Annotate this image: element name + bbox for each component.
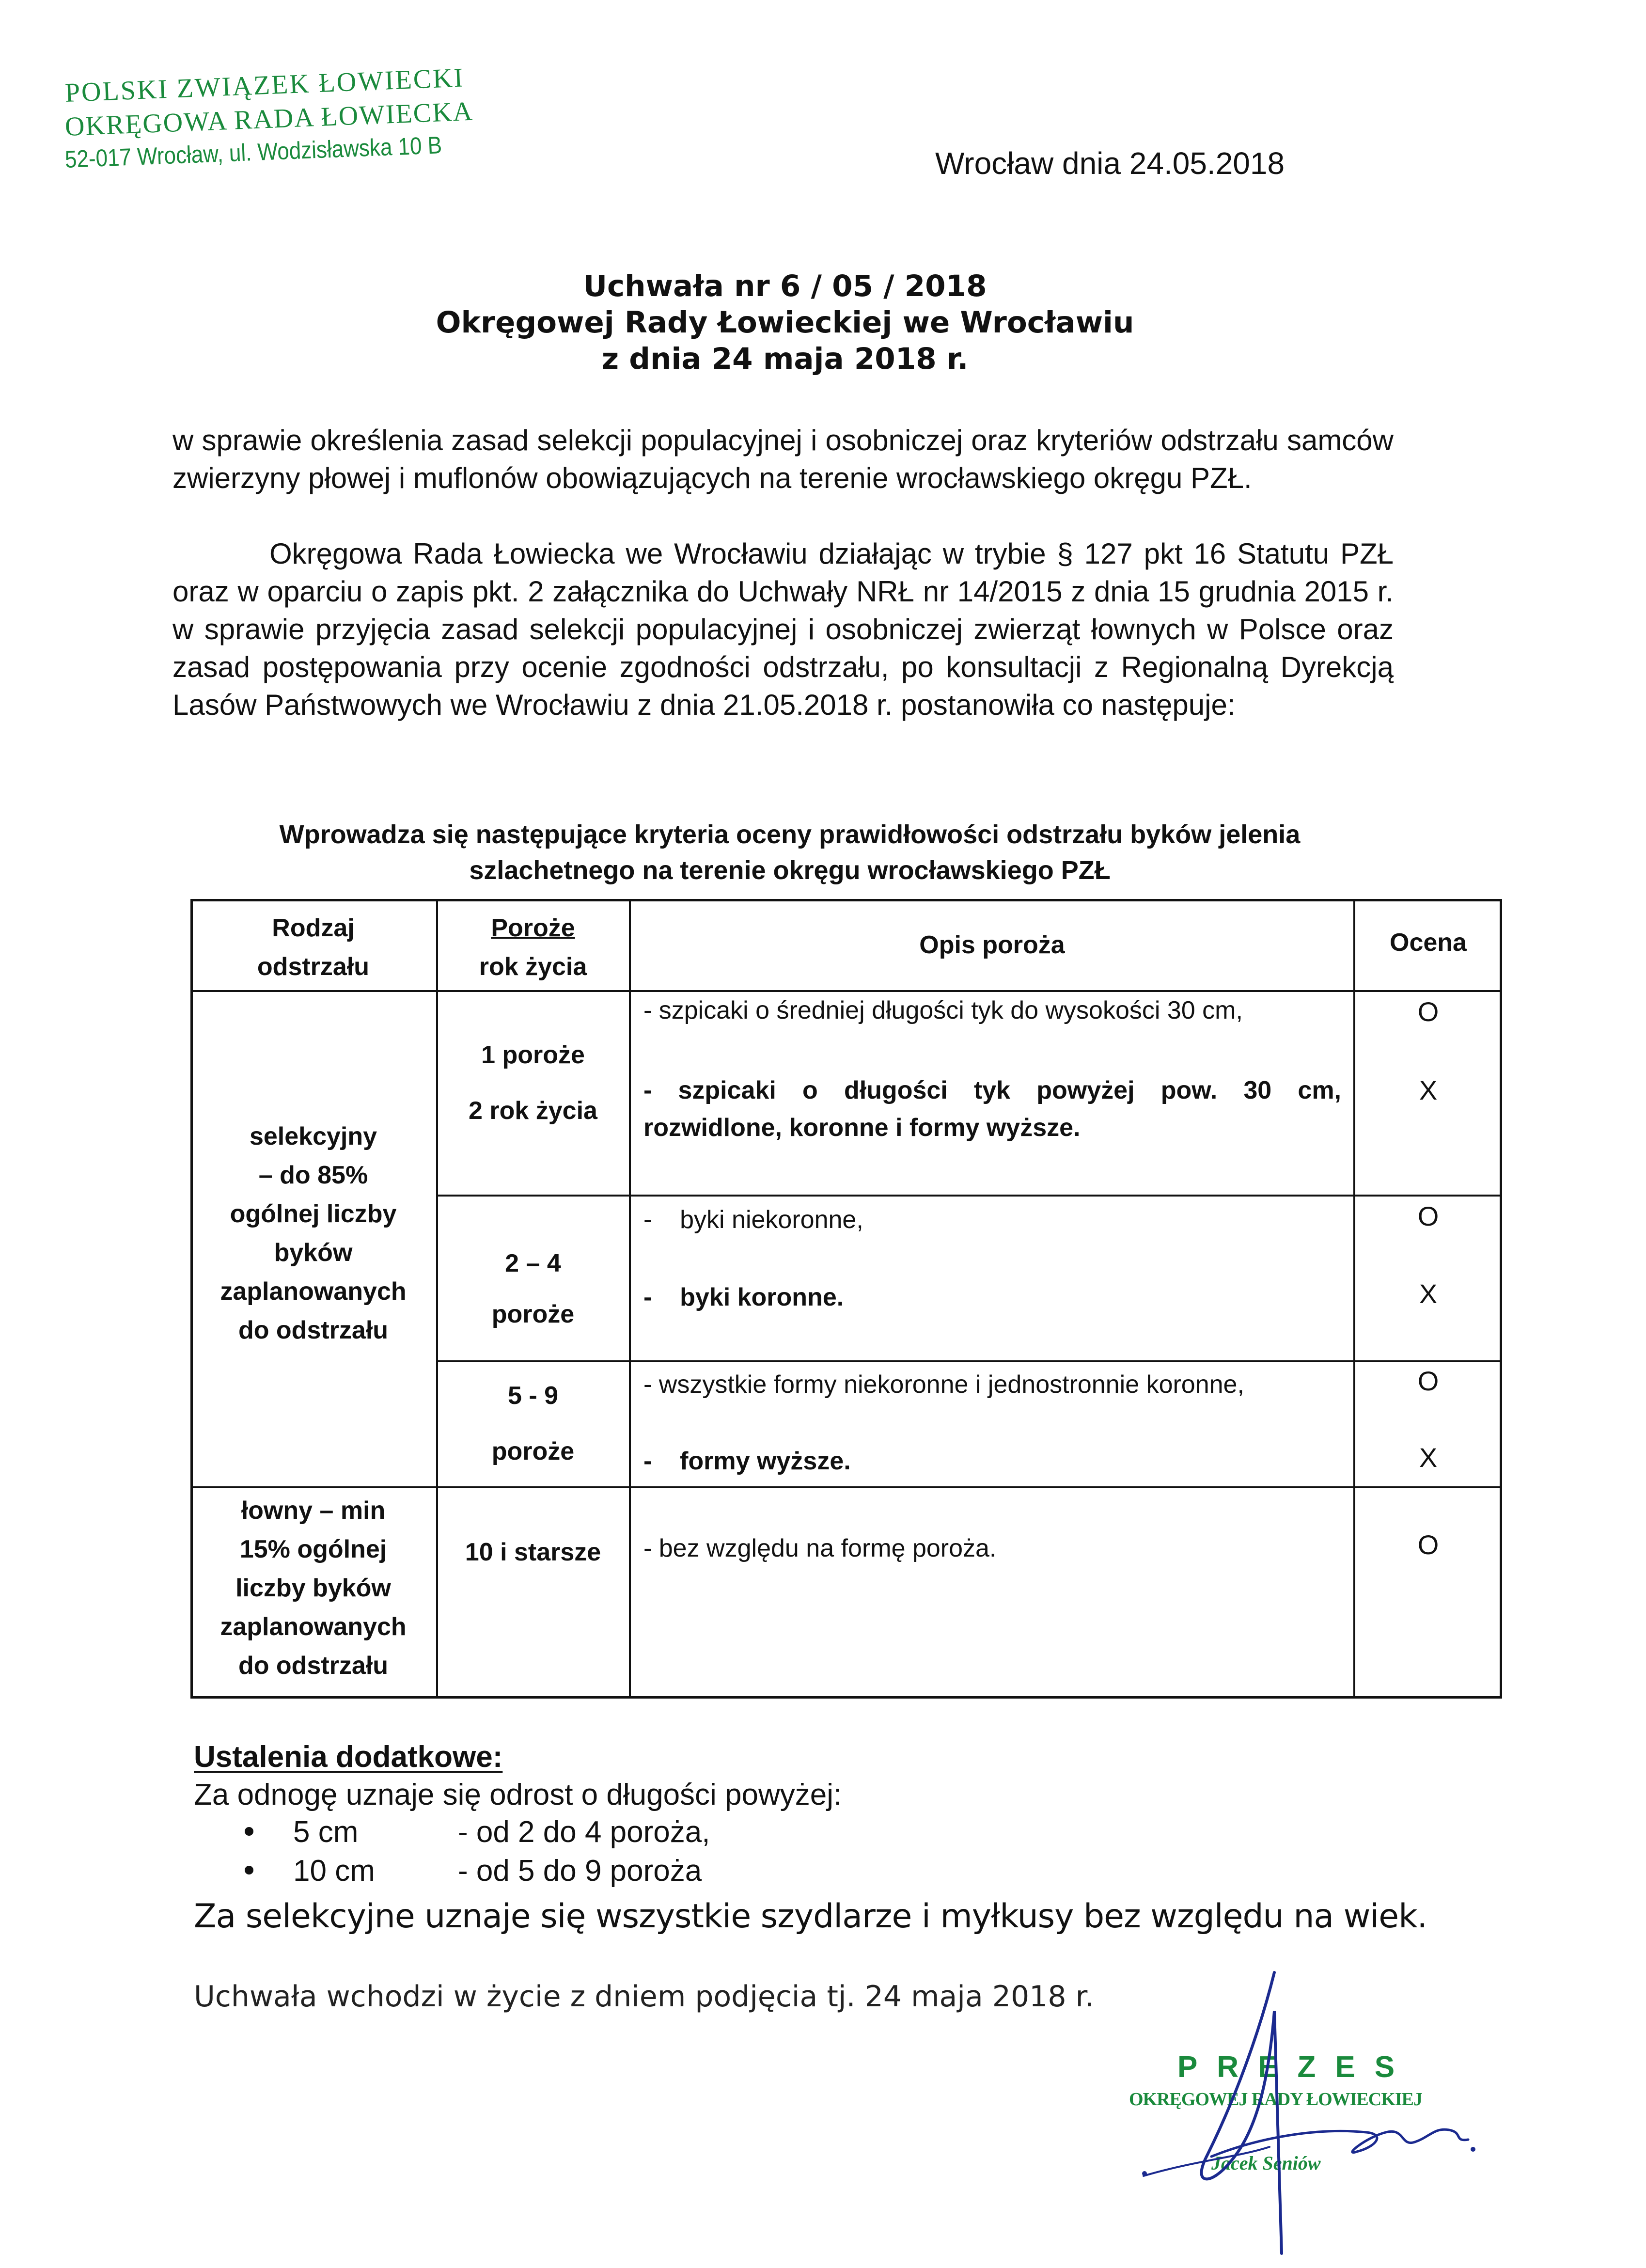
additional-heading: Ustalenia dodatkowe: [194, 1740, 503, 1774]
rating-wrong: X [1419, 1278, 1438, 1309]
header-poroze-line2: rok życia [479, 953, 587, 981]
president-stamp-name: Jacek Seniów [1211, 2152, 1321, 2174]
table-row-3-poroze [436, 1368, 630, 1480]
rating-ok: O [1417, 1529, 1439, 1560]
category-line: liczby byków [235, 1574, 391, 1602]
header-rodzaj-line2: odstrzału [257, 953, 370, 981]
table-heading-line2: szlachetnego na terenie okręgu wrocławskiego PZŁ [469, 856, 1111, 885]
bullet-range: - od 5 do 9 poroża [458, 1854, 702, 1888]
header-poroze-line1: Poroże [491, 914, 575, 942]
document-date: Wrocław dnia 24.05.2018 [935, 146, 1285, 181]
president-stamp-subtitle: OKRĘGOWEJ RADY ŁOWIECKIEJ [1129, 2089, 1422, 2110]
table-row-1-opis-a: - szpicaki o średniej długości tyk do wysokości 30 cm, [643, 996, 1243, 1024]
table-border-top [190, 899, 1502, 901]
category-line: do odstrzału [238, 1316, 389, 1344]
category-line: ogólnej liczby [230, 1200, 397, 1228]
rating-ok: O [1417, 1366, 1439, 1396]
rating-ok: O [1417, 996, 1439, 1027]
header-opis: Opis poroża [919, 931, 1065, 959]
category-line: selekcyjny [249, 1122, 377, 1150]
legal-basis-paragraph: Okręgowa Rada Łowiecka we Wrocławiu działając w trybie § 127 pkt 16 Statutu PZŁ oraz w oparciu o zapis pkt. 2 załącznika do Uchwały NRŁ nr 14/2015 z dnia 15 grudnia 2015 r. w sprawie przyjęcia zasad selekcji populacyjnej i osobniczej zwierząt łownych w Polsce oraz zasad postępowania przy ocenie zgodności odstrzału, po konsultacji z Regionalną Dyrekcją Lasów Państwowych we Wrocławiu z dnia 21.05.2018 r. postanowiła co następuje: [172, 537, 1394, 721]
table-row-line [436, 1195, 1502, 1197]
effective-date-statement: Uchwała wchodzi w życie z dniem podjęcia tj. 24 maja 2018 r. [194, 1980, 1094, 2014]
category-line: zaplanowanych [220, 1277, 407, 1306]
table-row-4-poroze: 10 i starsze [465, 1538, 601, 1566]
handwritten-signature [1114, 1953, 1502, 2268]
poroze-line: 2 – 4 [505, 1249, 561, 1277]
header-rodzaj [190, 909, 436, 986]
bullet-range: - od 2 do 4 poroża, [458, 1815, 710, 1849]
table-row-line [436, 1360, 1502, 1362]
table-row-line [190, 1486, 1502, 1488]
poroze-line: 2 rok życia [469, 1097, 597, 1125]
president-stamp-title: PREZES [1177, 2050, 1414, 2084]
additional-intro: Za odnogę uznaje się odrost o długości powyżej: [194, 1778, 842, 1811]
rating-wrong: X [1419, 1442, 1438, 1473]
category-line: – do 85% [258, 1161, 368, 1189]
table-row-2-poroze [436, 1238, 630, 1340]
table-row-4-opis: - bez względu na formę poroża. [643, 1534, 997, 1562]
category-line: łowny – min [241, 1496, 386, 1525]
table-border-bottom [190, 1696, 1502, 1699]
category-selekcyjny [190, 1117, 436, 1350]
stamp-council-name: OKRĘGOWA RADA ŁOWIECKA [64, 96, 474, 142]
resolution-date: z dnia 24 maja 2018 r. [601, 342, 969, 376]
table-row-1-opis-b: - szpicaki o długości tyk powyżej pow. 30 cm, [643, 1076, 1341, 1104]
table-row-2-opis-b: - byki koronne. [643, 1283, 844, 1311]
selective-rule: Za selekcyjne uznaje się wszystkie szydlarze i myłkusy bez względu na wiek. [194, 1897, 1427, 1936]
table-row-1-poroze [436, 1027, 630, 1139]
poroze-line: 1 poroże [481, 1041, 585, 1069]
bullet-dot-icon [245, 1827, 253, 1836]
resolution-number: Uchwała nr 6 / 05 / 2018 [583, 269, 987, 303]
criteria-table [190, 899, 1502, 1699]
poroze-line: poroże [491, 1300, 575, 1328]
resolution-issuer: Okręgowej Rady Łowieckiej we Wrocławiu [436, 305, 1134, 340]
stamp-org-name: POLSKI ZWIĄZEK ŁOWIECKI [64, 63, 465, 108]
poroze-line: 5 - 9 [507, 1382, 559, 1410]
subject-paragraph: w sprawie określenia zasad selekcji populacyjnej i osobniczej oraz kryteriów odstrzału samców zwierzyny płowej i muflonów obowiązujących na terenie wrocławskiego okręgu PZŁ. [172, 424, 1394, 494]
table-row-3-opis-a: - wszystkie formy niekoronne i jednostronnie koronne, [643, 1370, 1244, 1399]
category-line: byków [274, 1239, 353, 1267]
table-row-1-opis-c: rozwidlone, koronne i formy wyższe. [643, 1114, 1081, 1142]
poroze-line: poroże [491, 1437, 575, 1465]
stamp-address: 52-017 Wrocław, ul. Wodzisławska 10 B [64, 131, 443, 173]
category-line: do odstrzału [238, 1652, 389, 1680]
table-row-2-opis-a: - byki niekoronne, [643, 1206, 863, 1234]
header-ocena: Ocena [1390, 929, 1467, 957]
bullet-length: 5 cm [293, 1815, 359, 1849]
rating-ok: O [1417, 1201, 1439, 1231]
bullet-length: 10 cm [293, 1854, 375, 1888]
rating-wrong: X [1419, 1075, 1438, 1105]
table-heading-line1: Wprowadza się następujące kryteria oceny prawidłowości odstrzału byków jelenia [279, 820, 1301, 849]
category-lowny [190, 1491, 436, 1685]
table-row-3-opis-b: - formy wyższe. [643, 1447, 851, 1475]
header-rodzaj-line1: Rodzaj [272, 914, 355, 942]
category-line: 15% ogólnej [239, 1535, 387, 1563]
bullet-dot-icon [245, 1866, 253, 1874]
header-poroze [436, 909, 630, 986]
category-line: zaplanowanych [220, 1613, 407, 1641]
